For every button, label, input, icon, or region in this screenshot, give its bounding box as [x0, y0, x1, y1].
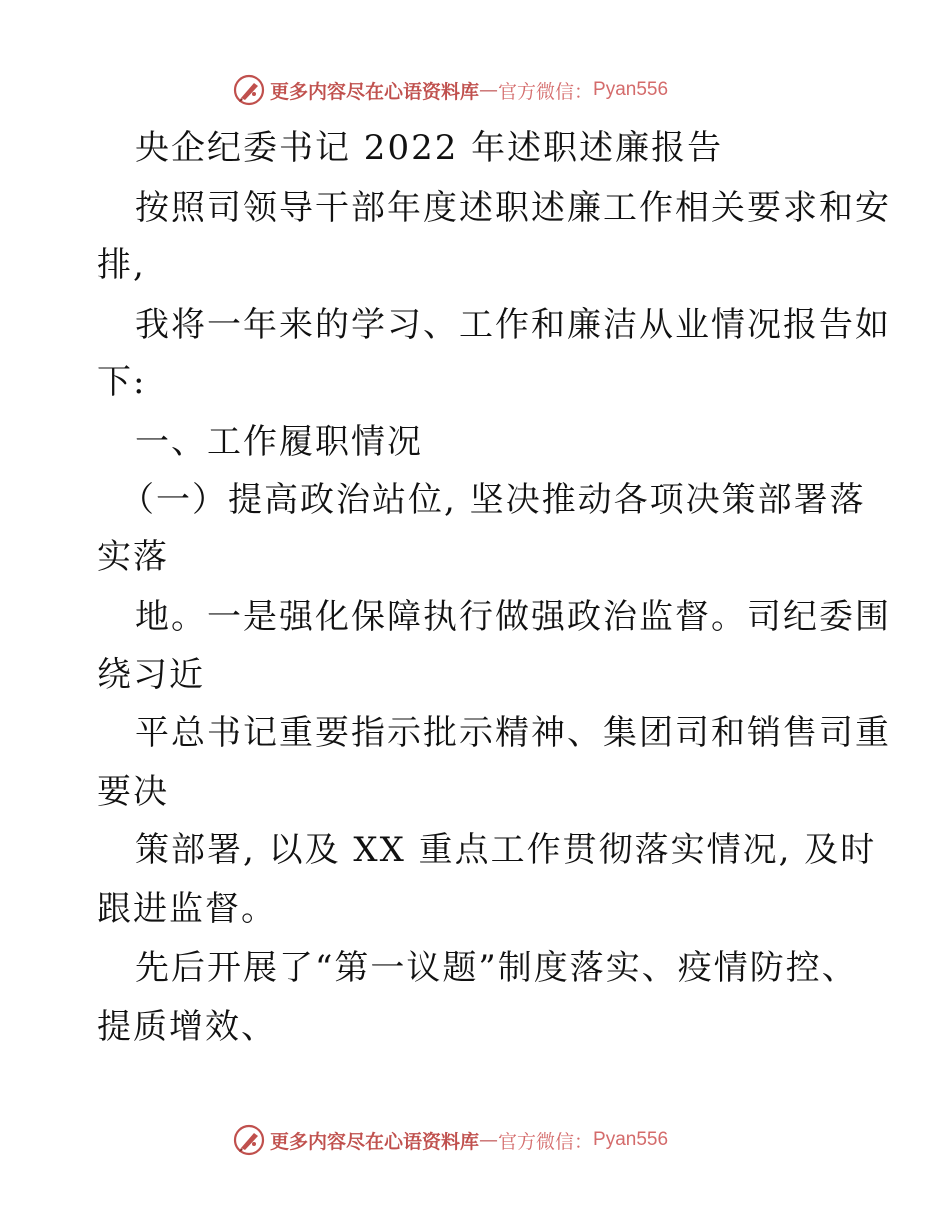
- watermark-top: [232, 70, 668, 110]
- paragraph-line: 实落: [97, 537, 169, 577]
- watermark-dash: —: [479, 1129, 499, 1151]
- watermark-brand: 更多内容尽在心语资料库: [270, 80, 480, 103]
- paragraph-line: 跟进监督。: [97, 889, 277, 929]
- paragraph-line: 地。一是强化保障执行做强政治监督。司纪委围: [135, 597, 891, 637]
- pen-logo-icon: [232, 73, 266, 107]
- paragraph-line: 排,: [97, 245, 146, 285]
- watermark-wechat-label: 官方微信：: [498, 1130, 594, 1153]
- paragraph-line: 策部署, 以及 XX 重点工作贯彻落实情况, 及时: [135, 830, 877, 870]
- document-title: 央企纪委书记 2022 年述职述廉报告: [135, 128, 724, 168]
- subsection-heading: （一）提高政治站位, 坚决推动各项决策部署落: [120, 480, 866, 520]
- pen-logo-icon: [232, 1123, 266, 1157]
- watermark-brand: 更多内容尽在心语资料库: [270, 1130, 480, 1153]
- watermark-bottom: [232, 1120, 668, 1160]
- paragraph-line: 平总书记重要指示批示精神、集团司和销售司重: [135, 713, 891, 753]
- paragraph-line: 要决: [97, 772, 169, 812]
- watermark-wechat-label: 官方微信：: [498, 80, 594, 103]
- watermark-wechat-id: Pyan556: [593, 79, 669, 100]
- paragraph-line: 先后开展了“第一议题”制度落实、疫情防控、: [135, 948, 858, 988]
- paragraph-line: 绕习近: [97, 655, 205, 695]
- watermark-wechat-id: Pyan556: [593, 1129, 669, 1150]
- paragraph-line: 按照司领导干部年度述职述廉工作相关要求和安: [135, 188, 891, 228]
- paragraph-line: 提质增效、: [97, 1007, 277, 1047]
- watermark-dash: —: [479, 79, 499, 101]
- paragraph-line: 我将一年来的学习、工作和廉洁从业情况报告如: [135, 305, 891, 345]
- section-heading: 一、工作履职情况: [135, 422, 423, 462]
- paragraph-line: 下:: [97, 362, 147, 402]
